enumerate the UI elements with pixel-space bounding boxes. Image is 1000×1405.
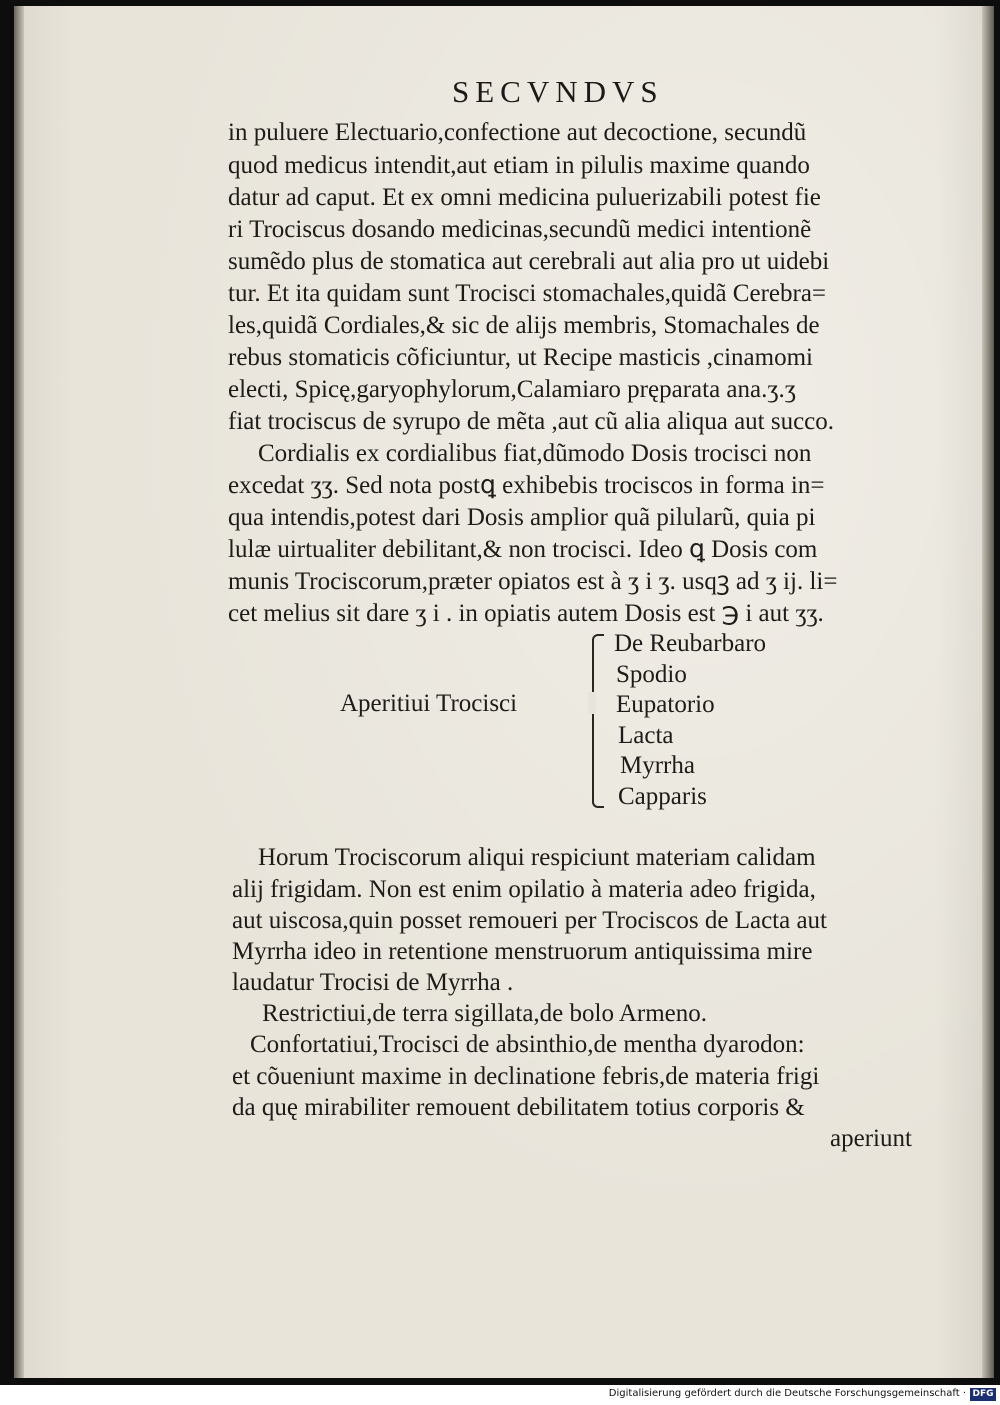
- text-line: les,quidã Cordiales,& sic de alijs membris, Stomachales de: [228, 312, 820, 339]
- text-line: electi, Spicę,garyophylorum,Calamiaro pręparata ana.ʒ.ʒ: [228, 376, 796, 403]
- text-line: alij frigidam. Non est enim opilatio à materia adeo frigida,: [232, 876, 816, 903]
- trocisci-item: Myrrha: [620, 752, 695, 779]
- text-line: ri Trociscus dosando medicinas,secundũ medici intentionẽ: [228, 216, 812, 243]
- trocisci-item: Capparis: [618, 783, 707, 810]
- text-line: sumẽdo plus de stomatica aut cerebrali aut alia pro ut uidebi: [228, 248, 830, 275]
- trocisci-item: Lacta: [618, 722, 674, 749]
- text-line: datur ad caput. Et ex omni medicina puluerizabili potest fie: [228, 184, 821, 211]
- page-edge-shadow: [982, 6, 994, 1378]
- trocisci-table-label: Aperitiui Trocisci: [340, 690, 518, 717]
- text-line: da quę mirabiliter remouent debilitatem totius corporis &: [232, 1094, 805, 1121]
- text-line: Cordialis ex cordialibus fiat,dũmodo Dosis trocisci non: [258, 440, 812, 467]
- text-line: munis Trociscorum,prӕter opiatos est à ʒ i ʒ. usqꝫ ad ʒ ij. li=: [228, 568, 838, 595]
- bracket: [592, 634, 604, 808]
- text-line: qua intendis,potest dari Dosis amplior quã pilularũ, quia pi: [228, 504, 816, 531]
- running-head: SECVNDVS: [452, 74, 664, 109]
- trocisci-item: De Reubarbaro: [614, 630, 767, 657]
- bracket-gap: [588, 692, 596, 714]
- text-line: Restrictiui,de terra sigillata,de bolo Armeno.: [262, 1000, 708, 1027]
- page-gutter-shadow: [14, 6, 24, 1378]
- digitization-footer: [0, 1385, 1000, 1405]
- text-line: rebus stomaticis cõficiuntur, ut Recipe masticis ,cinamomi: [228, 344, 813, 371]
- text-line: Confortatiui,Trocisci de absinthio,de mentha dyarodon:: [250, 1031, 805, 1058]
- text-line: quod medicus intendit,aut etiam in pilulis maxime quando: [228, 152, 810, 179]
- text-line: Myrrha ideo in retentione menstruorum antiquissima mire: [232, 938, 813, 965]
- dfg-logo: DFG: [970, 1388, 996, 1401]
- text-line: in puluere Electuario,confectione aut decoctione, secundũ: [228, 119, 807, 146]
- trocisci-item: Spodio: [616, 661, 687, 688]
- text-line: lulæ uirtualiter debilitant,& non trocisci. Ideo ꝗ Dosis com: [228, 536, 818, 563]
- text-line: Horum Trociscorum aliqui respiciunt materiam calidam: [258, 844, 816, 871]
- text-line: aut uiscosa,quin posset remoueri per Trociscos de Lacta aut: [232, 907, 827, 934]
- text-line: excedat ʒʒ. Sed nota postꝗ exhibebis trociscos in forma in=: [228, 472, 825, 499]
- text-line: et cõueniunt maxime in declinatione febris,de materia frigi: [232, 1063, 820, 1090]
- text-line: cet melius sit dare ʒ i . in opiatis autem Dosis est ℈ i aut ʒʒ.: [228, 600, 824, 627]
- catchword: aperiunt: [830, 1125, 912, 1152]
- text-line: fiat trociscus de syrupo de mẽta ,aut cũ alia aliqua aut succo.: [228, 408, 835, 435]
- trocisci-item: Eupatorio: [616, 691, 715, 718]
- text-line: laudatur Trocisi de Myrrha .: [232, 969, 514, 996]
- text-line: tur. Et ita quidam sunt Trocisci stomachales,quidã Cerebra=: [228, 280, 827, 307]
- footer-credit: Digitalisierung gefördert durch die Deutsche Forschungsgemeinschaft ·: [608, 1388, 966, 1399]
